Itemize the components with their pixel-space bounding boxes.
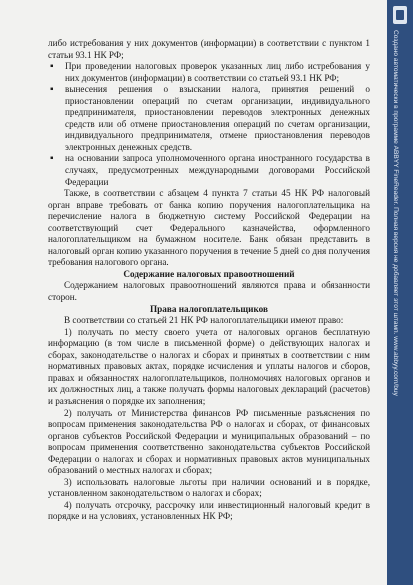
bullet-item: ▪ на основании запроса уполномоченного органа иностранного государства в случаях, предусмотренных международными договорами Российской Федерации bbox=[48, 153, 370, 188]
section-heading: Права налогоплательщиков bbox=[150, 303, 268, 314]
bullet-list bbox=[48, 61, 370, 188]
paragraph: 1) получать по месту своего учета от налоговых органов бесплатную информацию (в том числе в письменной форме) о действующих налогах и сборах, законодательстве о налогах и сборах и принятых в соответствии с ним нормативных правовых актах, порядке исчисления и уплаты налогов и сборов, правах и обязанностях налогоплательщиков, полномочиях налоговых органов и их должностных лиц, а также получать формы налоговых деклараций (расчетов) и разъяснения о порядке их заполнения; bbox=[48, 326, 370, 406]
watermark-sidebar bbox=[387, 0, 413, 585]
bullet-item: ▪ При проведении налоговых проверок указанных лиц либо истребования у них документов (информации) в соответствии со статьей 93.1 НК РФ; bbox=[48, 61, 370, 84]
bullet-item: ▪ вынесения решения о взыскании налога, принятия решений о приостановлении операций по счетам организации, индивидуального предпринимателя, приостановлении переводов электронных денежных средств или об отмене приостановления операций по счетам организации, индивидуального предпринимателя, отмене приостановления переводов электронных денежных средств. bbox=[48, 84, 370, 153]
watermark-text: Создано автоматически в программе ABBYY FineReader. Полная версия не добавляет этот штамп. www.abbyy.com/buy bbox=[392, 30, 399, 396]
section-heading: Содержание налоговых правоотношений bbox=[123, 268, 295, 279]
document-logo-icon bbox=[393, 6, 407, 24]
paragraph: Также, в соответствии с абзацем 4 пункта 7 статьи 45 НК РФ налоговый орган вправе требовать от банка копию поручения налогоплательщика на перечисление налога в бюджетную систему Российской Федерации на соответствующий счет Федерального казначейства, оформленного налогоплательщиком на бумажном носителе. Банк обязан представить в налоговый орган копию указанного поручения в течение 5 дней со дня получения требования налогового органа. bbox=[48, 188, 370, 268]
paragraph: либо истребования у них документов (информации) в соответствии с пунктом 1 статьи 93.1 НК РФ; bbox=[48, 38, 370, 60]
paragraph: 4) получать отсрочку, рассрочку или инвестиционный налоговый кредит в порядке и на условиях, установленных НК РФ; bbox=[48, 499, 370, 522]
paragraph: 2) получать от Министерства финансов РФ письменные разъяснения по вопросам применения законодательства РФ о налогах и сборах, от финансовых органов субъектов Российской Федерации и муниципальных образований – по вопросам применения соответственно законодательства субъектов Российской Федерации о налогах и сборах и нормативных правовых актов муниципальных образований о местных налогах и сборах; bbox=[48, 407, 370, 476]
paragraph: В соответствии со статьей 21 НК РФ налогоплательщики имеют право: bbox=[64, 315, 344, 326]
paragraph: 3) использовать налоговые льготы при наличии оснований и в порядке, установленном законодательством о налогах и сборах; bbox=[48, 476, 370, 499]
paragraph: Содержанием налоговых правоотношений являются права и обязанности сторон. bbox=[48, 280, 370, 303]
document-body bbox=[48, 38, 370, 523]
